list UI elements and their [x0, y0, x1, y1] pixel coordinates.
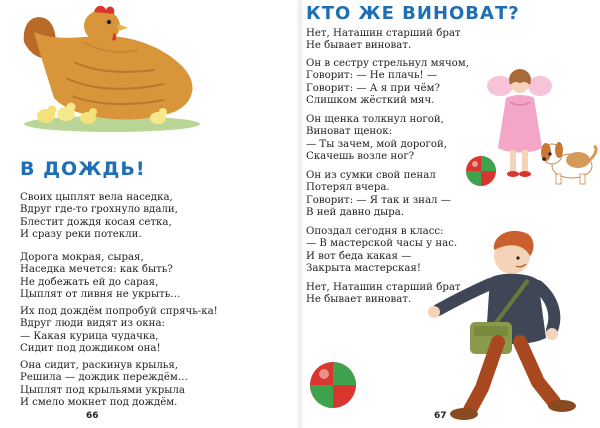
verse-line: Вдруг где-то грохнуло вдали, [20, 204, 178, 216]
verse-line: Он щенка толкнул ногой, [306, 114, 444, 125]
verse-line: Говорит: — Я так и знал — [306, 194, 451, 206]
verse-line: Дорога мокрая, сырая, [20, 252, 144, 263]
verse-line: Опоздал сегодня в класс: [306, 226, 444, 237]
verse-line: И смело мокнет под дождём. [20, 396, 178, 408]
puppy-illustration [538, 130, 598, 188]
schoolboy-illustration [420, 228, 600, 426]
verse-line: Нет, Наташин старший брат [306, 28, 461, 39]
verse-line: Он в сестру стрельнул мячом, [306, 58, 469, 69]
verse-line: Наседка мечется: как быть? [20, 264, 173, 276]
verse-line: — В мастерской часы у нас. [306, 238, 458, 250]
verse-line: Их под дождём попробуй спрячь-ка! [20, 306, 218, 317]
verse-line: Закрыта мастерская! [306, 262, 421, 274]
verse-line: Не бывает виноват. [306, 294, 412, 306]
page-number: 66 [86, 411, 99, 421]
verse-line: Она сидит, раскинув крылья, [20, 360, 179, 371]
page-title: КТО ЖЕ ВИНОВАТ? [306, 3, 520, 24]
stanza [20, 192, 178, 241]
verse-line: Потерял вчера. [306, 182, 390, 194]
stanza [20, 360, 188, 409]
verse-line: Вдруг люди видят из окна: [20, 318, 165, 330]
bouncing-ball-illustration [464, 154, 498, 188]
hen-with-chicks-illustration [14, 2, 204, 134]
verse-line: — Ты зачем, мой дорогой, [306, 138, 448, 150]
stanza [306, 58, 469, 107]
stanza [306, 170, 451, 219]
verse-line: И сразу реки потекли. [20, 228, 142, 240]
verse-line: Говорит: — Не плачь! — [306, 70, 438, 82]
verse-line: Скачешь возле ног? [306, 150, 415, 162]
stanza [306, 28, 461, 53]
verse-line: Говорит: — А я при чём? [306, 82, 440, 94]
verse-line: Цыплят под крыльями укрыла [20, 384, 185, 396]
verse-line: Сидит под дождиком она! [20, 342, 161, 354]
rolling-ball-illustration [308, 360, 358, 410]
verse-line: В ней давно дыра. [306, 206, 405, 218]
stanza [306, 114, 447, 163]
verse-line: Своих цыплят вела наседка, [20, 192, 173, 203]
verse-line: Не бывает виноват. [306, 40, 412, 52]
verse-line: И вот беда какая — [306, 250, 412, 262]
verse-line: Слишком жёсткий мяч. [306, 94, 435, 106]
verse-line: Решила — дождик переждём… [20, 372, 188, 384]
stanza [20, 252, 180, 301]
verse-line: Не добежать ей до сарая, [20, 276, 159, 288]
verse-line: — Какая курица чудачка, [20, 330, 159, 342]
verse-line: Нет, Наташин старший брат [306, 282, 461, 293]
verse-line: Виноват щенок: [306, 126, 393, 138]
verse-line: Цыплят от ливня не укрыть… [20, 288, 181, 300]
page-number: 67 [434, 411, 447, 421]
right-page [300, 0, 600, 428]
verse-line: Блестит дождя косая сетка, [20, 216, 172, 228]
page-title: В ДОЖДЬ! [20, 158, 146, 180]
stanza [20, 306, 218, 355]
verse-line: Он из сумки свой пенал [306, 170, 436, 181]
